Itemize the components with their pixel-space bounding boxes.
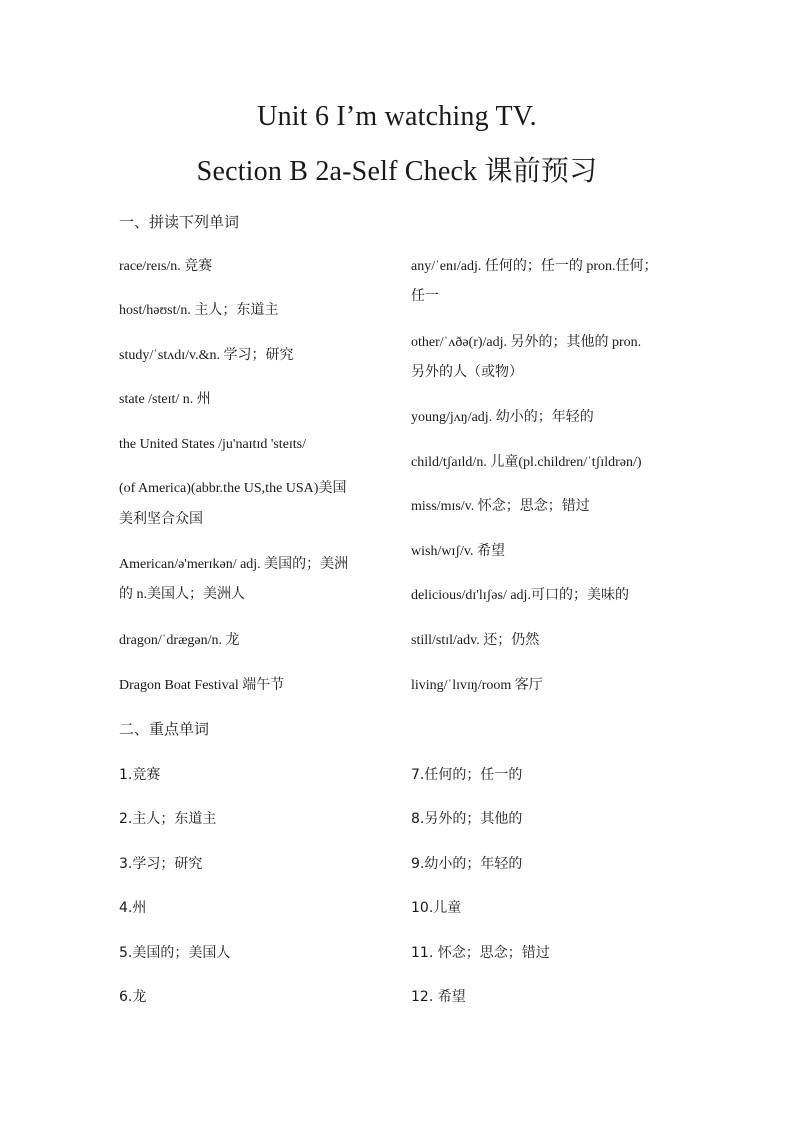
vocab-entry: (of America)(abbr.the US,the USA)美国 xyxy=(119,481,347,496)
section2-heading: 二、重点单词 xyxy=(119,720,210,738)
keyword-item: 3.学习；研究 xyxy=(119,856,203,872)
keyword-item: 5.美国的；美国人 xyxy=(119,945,231,961)
vocab-entry: American/ə'merɪkən/ adj. 美国的；美洲 xyxy=(119,557,349,572)
vocab-entry-cont: 另外的人（或物） xyxy=(411,365,523,380)
vocab-entry: the United States /ju'naɪtɪd 'steɪts/ xyxy=(119,437,307,452)
vocab-entry: delicious/dɪ'lɪʃəs/ adj.可口的；美味的 xyxy=(411,588,629,603)
vocab-entry: wish/wɪʃ/v. 希望 xyxy=(411,544,505,559)
keyword-item: 11. 怀念；思念；错过 xyxy=(411,945,550,961)
keyword-item: 10.儿童 xyxy=(411,900,462,916)
vocab-entry-cont: 任一 xyxy=(411,289,439,304)
vocab-entry: other/ˈʌðə(r)/adj. 另外的；其他的 pron. xyxy=(411,335,642,350)
keyword-item: 1.竞赛 xyxy=(119,767,161,783)
vocab-entry: study/ˈstʌdɪ/v.&n. 学习；研究 xyxy=(119,348,294,363)
keyword-item: 9.幼小的；年轻的 xyxy=(411,856,523,872)
section1-heading: 一、拼读下列单词 xyxy=(119,213,240,231)
keyword-item: 7.任何的；任一的 xyxy=(411,767,523,783)
vocab-entry: state /steɪt/ n. 州 xyxy=(119,392,211,407)
vocab-entry: child/tʃaɪld/n. 儿童(pl.children/ˈtʃɪldrən/) xyxy=(411,455,642,470)
keyword-item: 4.州 xyxy=(119,900,147,916)
page-title: Unit 6 I’m watching TV. xyxy=(257,101,537,132)
vocab-entry: young/jʌŋ/adj. 幼小的；年轻的 xyxy=(411,410,594,425)
vocab-entry: dragon/ˈdrægən/n. 龙 xyxy=(119,633,240,648)
keyword-item: 12. 希望 xyxy=(411,989,466,1005)
page-subtitle: Section B 2a-Self Check 课前预习 xyxy=(196,156,598,187)
vocab-entry: race/reɪs/n. 竞赛 xyxy=(119,259,213,274)
vocab-entry-cont: 的 n.美国人；美洲人 xyxy=(119,587,245,602)
vocab-entry: living/ˈlɪvɪŋ/room 客厅 xyxy=(411,678,543,693)
vocab-entry: host/həʊst/n. 主人；东道主 xyxy=(119,303,279,318)
keyword-item: 2.主人；东道主 xyxy=(119,811,217,827)
keyword-item: 6.龙 xyxy=(119,989,147,1005)
vocab-entry: any/ˈenɪ/adj. 任何的；任一的 pron.任何； xyxy=(411,259,658,274)
vocab-entry: Dragon Boat Festival 端午节 xyxy=(119,678,285,693)
vocab-entry: miss/mɪs/v. 怀念；思念；错过 xyxy=(411,499,590,514)
vocab-entry: still/stɪl/adv. 还；仍然 xyxy=(411,633,540,648)
keyword-item: 8.另外的；其他的 xyxy=(411,811,523,827)
vocab-entry-cont: 美利坚合众国 xyxy=(119,512,203,527)
